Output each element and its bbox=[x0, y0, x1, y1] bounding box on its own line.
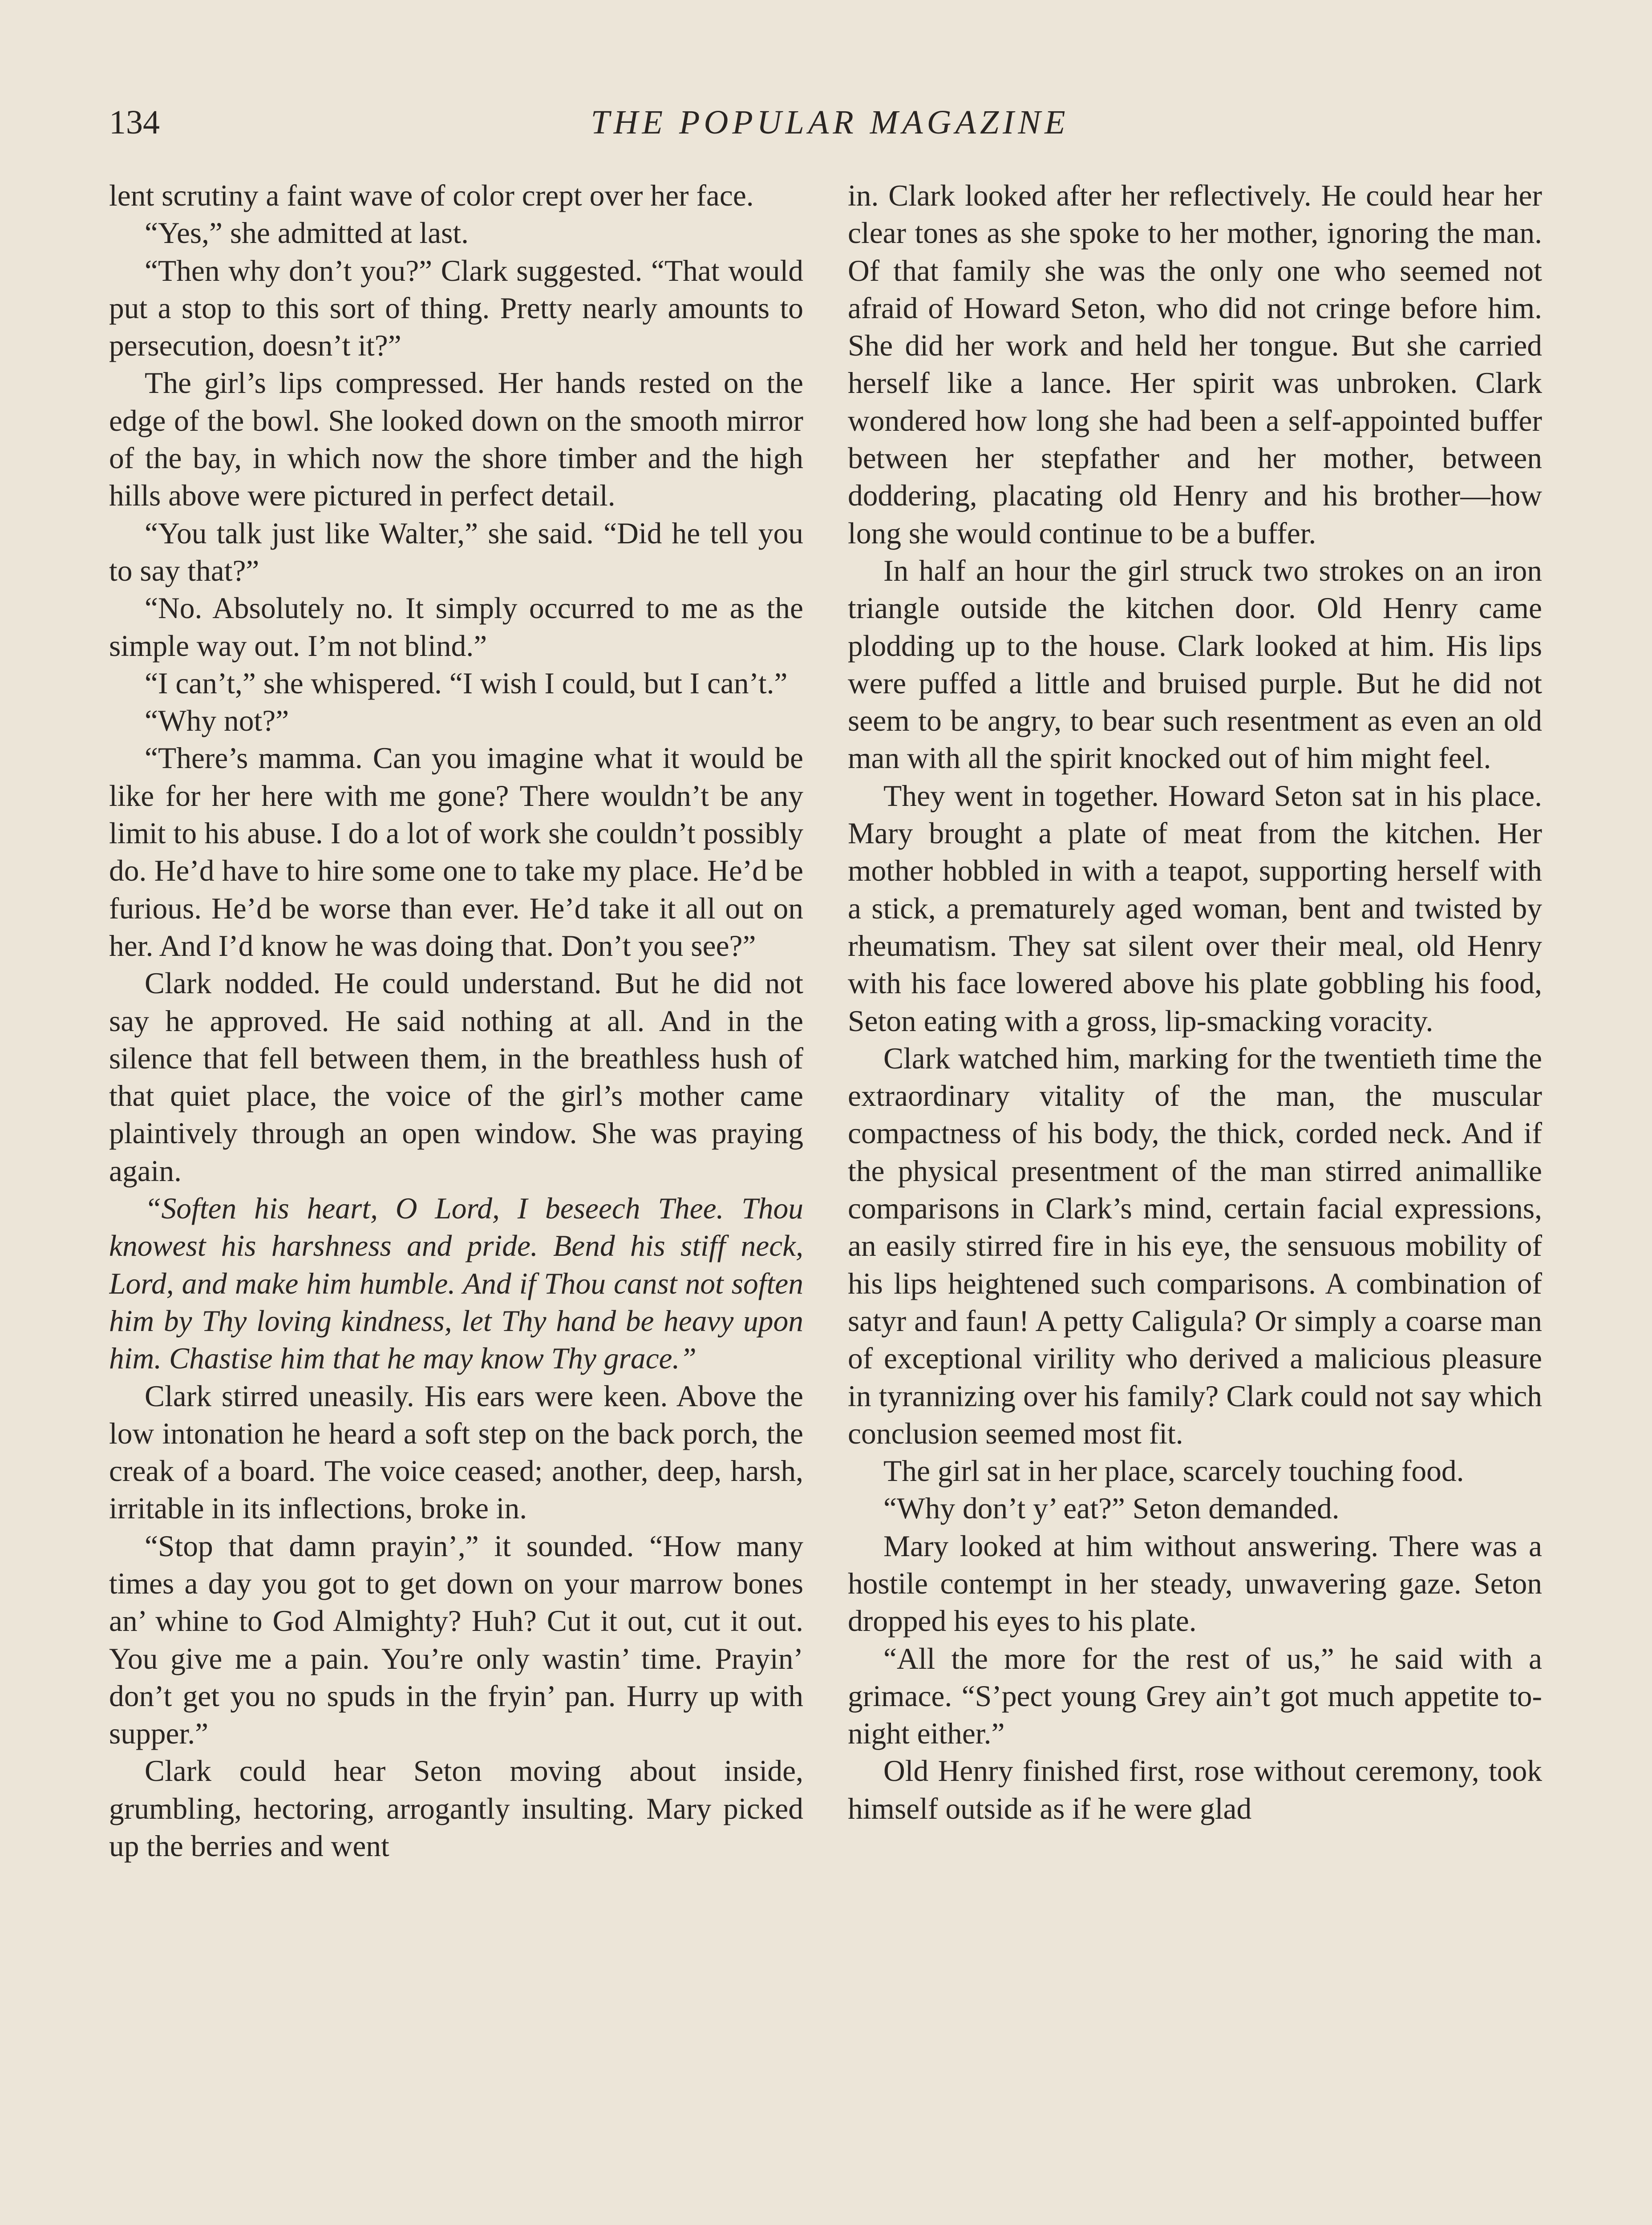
paragraph: “I can’t,” she whispered. “I wish I could, but I can’t.” bbox=[145, 666, 788, 700]
page-header bbox=[109, 100, 1551, 145]
paragraph: Old Henry finished first, rose without ceremony, took himself outside as if he were glad bbox=[848, 1754, 1542, 1825]
paragraph: “Yes,” she admitted at last. bbox=[145, 216, 469, 250]
paragraph: in. Clark looked after her reflectively. He could hear her clear tones as she spoke to her mother, ignoring the man. Of that family she was the only one who seemed not afraid of Howard Seton, who did not cringe before him. She did her work and held her tongue. But she carried herself like a lance. Her spirit was unbroken. Clark wondered how long she had been a self-appointed buffer between her stepfather and her mother, between doddering, placating old Henry and his brother—how long she would continue to be a buffer. bbox=[848, 179, 1542, 550]
paragraph: Clark nodded. He could understand. But he did not say he approved. He said nothing at all. And in the silence that fell between them, in the breathless hush of that quiet place, the voice of the girl’s mother came plaintively through an open window. She was praying again. bbox=[109, 967, 803, 1188]
paragraph: Clark stirred uneasily. His ears were keen. Above the low intonation he heard a soft step on the back porch, the creak of a board. The voice ceased; another, deep, harsh, irritable in its inflections, broke in. bbox=[109, 1379, 803, 1525]
paragraph: “All the more for the rest of us,” he said with a grimace. “S’pect young Grey ain’t got much appetite to-night either.” bbox=[848, 1642, 1542, 1751]
running-head: THE POPULAR MAGAZINE bbox=[591, 104, 1069, 141]
paragraph: “Stop that damn prayin’,” it sounded. “How many times a day you got to get down on your marrow bones an’ whine to God Almighty? Huh? Cut it out, cut it out. You give me a pain. You’re only wastin’ time. Prayin’ don’t get you no spuds in the fryin’ pan. Hurry up with supper.” bbox=[109, 1529, 803, 1751]
right-column bbox=[848, 177, 1542, 2225]
paragraph: The girl’s lips compressed. Her hands rested on the edge of the bowl. She looked down on the smooth mirror of the bay, in which now the shore timber and the high hills above were pictured in perfect detail. bbox=[109, 366, 803, 513]
paragraph: “You talk just like Walter,” she said. “Did he tell you to say that?” bbox=[109, 516, 803, 587]
paragraph: “No. Absolutely no. It simply occurred to me as the simple way out. I’m not blind.” bbox=[109, 591, 803, 663]
paragraph: Clark watched him, marking for the twentieth time the extraordinary vitality of the man, the muscular compactness of his body, the thick, corded neck. And if the physical presentment of the man stirred animallike comparisons in Clark’s mind, certain facial expressions, an easily stirred fire in his eye, the sensuous mobility of his lips heightened such comparisons. A combination of satyr and faun! A petty Caligula? Or simply a coarse man of exceptional virility who derived a malicious pleasure in tyrannizing over his family? Clark could not say which conclusion seemed most fit. bbox=[848, 1041, 1542, 1450]
paragraph: The girl sat in her place, scarcely touching food. bbox=[883, 1454, 1464, 1488]
paragraph: “There’s mamma. Can you imagine what it would be like for her here with me gone? There wouldn’t be any limit to his abuse. I do a lot of work she couldn’t possibly do. He’d have to hire some one to take my place. He’d be furious. He’d be worse than ever. He’d take it all out on her. And I’d know he was doing that. Don’t you see?” bbox=[109, 741, 803, 963]
paragraph: “Why don’t y’ eat?” Seton demanded. bbox=[883, 1492, 1340, 1525]
paragraph: In half an hour the girl struck two strokes on an iron triangle outside the kitchen door. Old Henry came plodding up to the house. Clark looked at him. His lips were puffed a little and bruised purple. But he did not seem to be angry, to bear such resentment as even an old man with all the spirit knocked out of him might feel. bbox=[848, 554, 1542, 775]
left-column bbox=[109, 177, 803, 2225]
prayer-paragraph: “Soften his heart, O Lord, I beseech Thee. Thou knowest his harshness and pride. Bend his stiff neck, Lord, and make him humble. And if Thou canst not soften him by Thy loving kindness, let Thy hand be heavy upon him. Chastise him that he may know Thy grace.” bbox=[109, 1192, 803, 1375]
paragraph: “Then why don’t you?” Clark suggested. “That would put a stop to this sort of thing. Pretty nearly amounts to persecution, doesn’t it?” bbox=[109, 254, 803, 363]
paragraph: “Why not?” bbox=[145, 704, 289, 738]
paragraph: lent scrutiny a faint wave of color crept over her face. bbox=[109, 179, 754, 212]
paragraph: Mary looked at him without answering. There was a hostile contempt in her steady, unwavering gaze. Seton dropped his eyes to his plate. bbox=[848, 1529, 1542, 1638]
page-number: 134 bbox=[109, 104, 160, 141]
paragraph: Clark could hear Seton moving about inside, grumbling, hectoring, arrogantly insulting. Mary picked up the berries and went bbox=[109, 1754, 803, 1863]
paragraph: They went in together. Howard Seton sat in his place. Mary brought a plate of meat from the kitchen. Her mother hobbled in with a teapot, supporting herself with a stick, a prematurely aged woman, bent and twisted by rheumatism. They sat silent over their meal, old Henry with his face lowered above his plate gobbling his food, Seton eating with a gross, lip-smacking voracity. bbox=[848, 779, 1542, 1038]
